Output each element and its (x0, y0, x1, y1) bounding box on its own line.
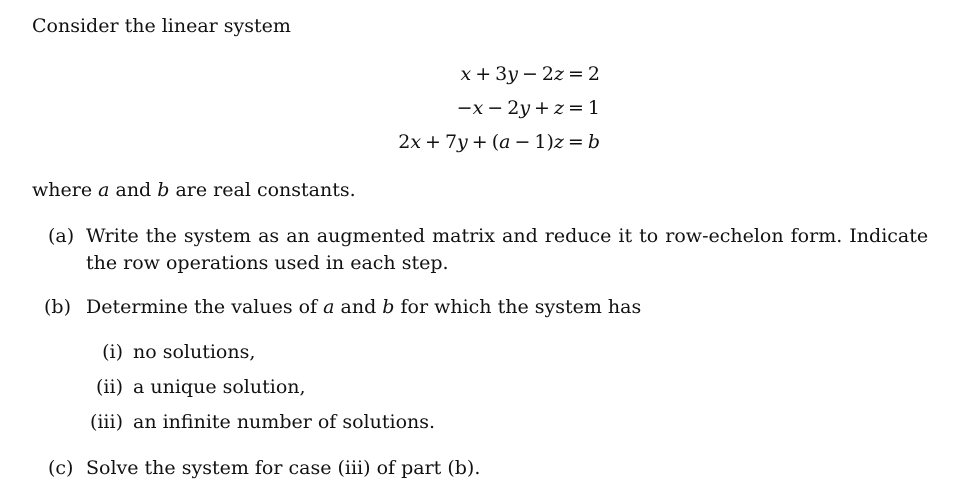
subpart-i-text: no solutions, (133, 341, 256, 363)
part-c-text: Solve the system for case (iii) of part (b). (86, 457, 481, 479)
intro-text: Consider the linear system (32, 15, 291, 37)
part-a-label: (a) (48, 225, 75, 247)
part-a-text-line-2: the row operations used in each step. (86, 252, 449, 274)
subpart-iii-text: an infinite number of solutions. (133, 411, 436, 433)
equation-3: 2x + 7y + (a − 1)z = b (398, 131, 600, 153)
constants-note: where a and b are real constants. (32, 179, 356, 201)
part-c-label: (c) (48, 457, 74, 479)
subpart-i-label: (i) (102, 341, 123, 363)
equation-3-rhs: b (587, 131, 600, 153)
equation-1-rhs: 2 (587, 63, 600, 85)
subpart-ii-label: (ii) (96, 376, 123, 398)
equation-2-rhs: 1 (587, 97, 600, 119)
subpart-iii-label: (iii) (89, 411, 123, 433)
equation-1: x + 3y − 2z = 2 (460, 63, 600, 85)
part-a-text-line-1: Write the system as an augmented matrix and reduce it to row-echelon form. Indicate (86, 225, 929, 247)
part-b-text: Determine the values of a and b for which the system has (86, 296, 642, 318)
subpart-ii-text: a unique solution, (133, 376, 306, 398)
part-b-label: (b) (44, 296, 71, 318)
equation-2: −x − 2y + z = 1 (456, 97, 600, 119)
